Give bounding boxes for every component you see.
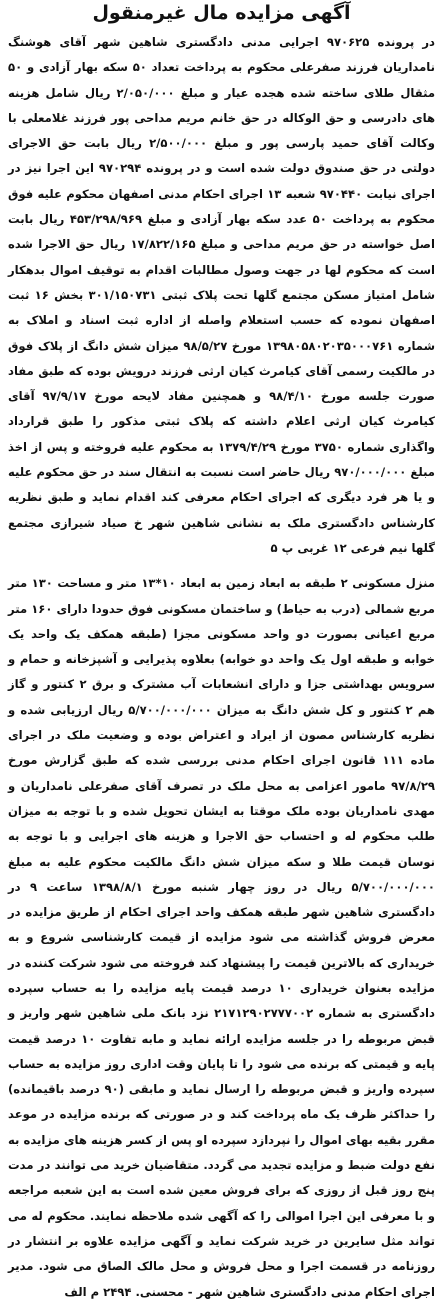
notice-paragraph-property-and-terms: منزل مسکونی ۲ طبقه به ابعاد زمین به ابعاد ۱۰*۱۳ متر و مساحت ۱۳۰ متر مربع شمالی (درب به حیاط) و ساختمان مسکونی فوق حدودا دارای ۱۶۰ متر مربع اعیانی بصورت دو واحد مسکونی مجزا (طبقه همکف یک واحد یک خوابه و طبقه اول یک واحد دو خوابه) بعلاوه پذیرایی و آشپزخانه و حمام و سرویس بهداشتی جزا و دارای انشعابات آب مشترک و برق ۲ کنتور و گاز هم ۲ کنتور و کل شش دانگ به میزان ۵/۷۰۰/۰۰۰/۰۰۰ ریال ارزیابی شده و نظریه کارشناس مصون از ایراد و اعتراض بوده و وضعیت ملک در اجرای ماده ۱۱۱ قانون اجرای احکام مدنی بررسی شده که طبق گزارش مورخ ۹۷/۸/۲۹ مامور اعزامی به محل ملک در تصرف آقای صفرعلی نامداریان و مهدی نامداریان بوده ملک موقتا به ایشان تحویل شده و با توجه به میزان طلب محکوم له و احتساب حق الاجرا و هزینه های اجرایی و با توجه به نوسان قیمت طلا و سکه میزان شش دانگ مالکیت محکوم علیه به مبلغ ۵/۷۰۰/۰۰۰/۰۰۰ ریال در روز چهار شنبه مورخ ۱۳۹۸/۸/۱ ساعت ۹ در دادگستری شاهین شهر طبقه همکف واحد اجرای احکام از طریق مزایده در معرض فروش گذاشته می شود مزایده از قیمت کارشناسی شروع و به خریداری که بالاترین قیمت را پیشنهاد کند فروخته می شود شرکت کننده در مزایده بعنوان خریداری ۱۰ درصد قیمت پایه مزایده را به حساب سپرده دادگستری به شماره ۲۱۷۱۲۹۰۲۷۷۷۰۰۲ نزد بانک ملی شاهین شهر واریز و قبض مربوطه را در جلسه مزایده ارائه نماید و مابه تفاوت ۱۰ درصد قیمت پایه و قیمتی که برنده می شود را تا پایان وقت اداری روز مزایده به حساب سپرده واریز و قبض مربوطه را ارسال نماید و مابقی (۹۰ درصد باقیمانده) را حداکثر ظرف یک ماه پرداخت کند و در صورتی که برنده مزایده در موعد مقرر بقیه بهای اموال را نپردازد سپرده او پس از کسر هزینه های مزایده به نفع دولت ضبط و مزایده تجدید می گردد. متقاضیان خرید می توانند در مدت پنج روز قبل از روزی که برای فروش معین شده است به این شعبه مراجعه و با معرفی این اجرا اموالی را که آگهی شده ملاحظه نمایند. محکوم له می تواند مثل سایرین در خرید شرکت نماید و آگهی مزایده علاوه بر انتشار در روزنامه در قسمت اجرا و محل فروش و محل مالک الصاق می شود. مدیر اجرای احکام مدنی دادگستری شاهین شهر - محسنی. ۲۴۹۴ م الف (8, 576, 435, 1299)
notice-title: آگهی مزایده مال غیرمنقول (92, 2, 351, 24)
notice-paragraph-case-details: در پرونده ۹۷۰۶۲۵ اجرایی مدنی دادگستری شاهین شهر آقای هوشنگ نامداریان فرزند صفرعلی محکوم به پرداخت تعداد ۵۰ سکه بهار آزادی و ۵۰ مثقال طلای ساخته شده هجده عیار و مبلغ ۲/۰۵۰/۰۰۰ ریال شامل هزینه های دادرسی و حق الوکاله در حق خانم مریم مداحی پور فرزند غلامعلی با وکالت آقای حمید پارسی پور و مبلغ ۲/۵۰۰/۰۰۰ ریال بابت حق الاجرای دولتی در حق صندوق دولت شده است و در پرونده ۹۷۰۲۹۴ این اجرا نیز در اجرای نیابت ۹۷۰۴۴۰ شعبه ۱۳ اجرای احکام مدنی اصفهان محکوم علیه فوق محکوم به پرداخت ۵۰ عدد سکه بهار آزادی و مبلغ ۴۵۳/۲۹۸/۹۶۹ ریال بابت اصل خواسته در حق مریم مداحی و مبلغ ۱۷/۸۲۲/۱۶۵ ریال حق الاجرا شده است که محکوم لها در جهت وصول مطالبات اقدام به توقیف اموال بدهکار شامل امتیاز مسکن مجتمع گلها تحت پلاک ثبتی ۳۰۱/۱۵۰۷۳۱ بخش ۱۶ ثبت اصفهان نموده که حسب استعلام واصله از اداره ثبت اسناد و املاک به شماره ۱۳۹۸۰۵۸۰۲۰۳۵۰۰۰۷۶۱ مورخ ۹۸/۵/۲۷ میزان شش دانگ از پلاک فوق در مالکیت رسمی آقای کیامرث کیان ارثی فرزند درویش بوده که طبق مفاد صورت جلسه مورخ ۹۸/۴/۱۰ و همچنین مفاد لایحه مورخ ۹۷/۹/۱۷ آقای کیامرث کیان ارثی اعلام داشته که پلاک ثبتی مذکور را طبق قرارداد واگذاری شماره ۳۷۵۰ مورخ ۱۳۷۹/۴/۲۹ به محکوم علیه فروخته و پس از اخذ مبلغ ۹۷۰/۰۰۰/۰۰۰ ریال حاضر است نسبت به انتقال سند در حق محکوم علیه و یا هر فرد دیگری که اجرای احکام معرفی کند اقدام نماید و طبق نظریه کارشناس دادگستری ملک به نشانی شاهین شهر خ صیاد شیرازی مجتمع گلها نیم فرعی ۱۲ غربی پ ۵ (8, 35, 435, 555)
